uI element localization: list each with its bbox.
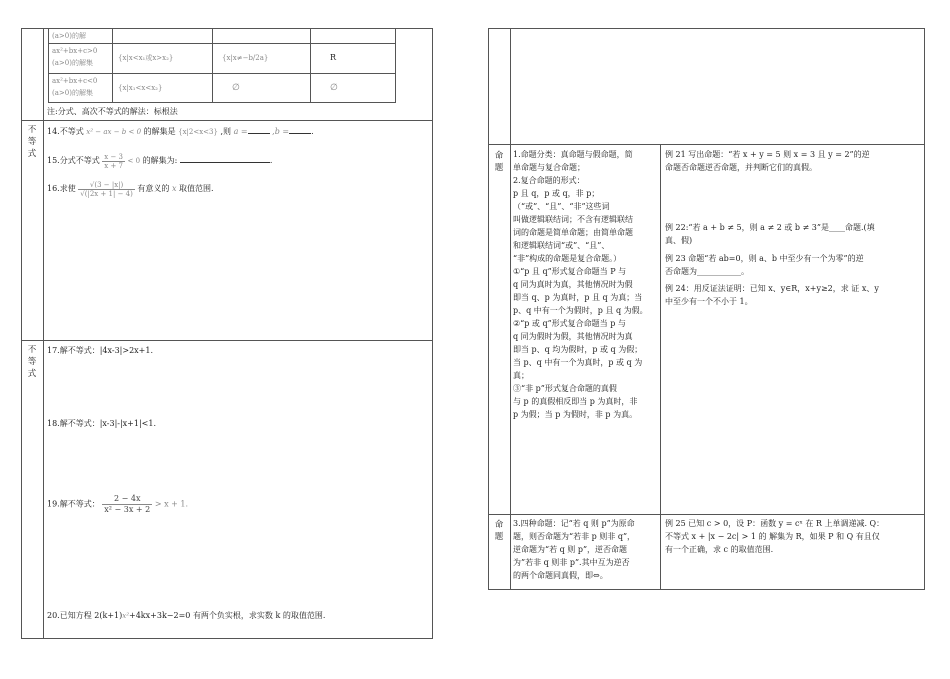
q14-b-blank: [289, 125, 311, 134]
q14-prefix: 14.不等式: [47, 127, 84, 136]
right-label-column-divider: [510, 28, 511, 590]
example-25: [665, 517, 923, 556]
inner-table-row-line-1: [48, 43, 396, 44]
question-20: [47, 610, 325, 622]
table-row2-cell1: {x|x₁<x<x₂}: [118, 84, 163, 92]
example-line: 例 25 已知 c > 0，设 P：函数 y = cˣ 在 R 上单调递减. Q：: [665, 519, 885, 528]
section-label-inequality-2: 不等式: [27, 345, 37, 379]
example-24: [665, 282, 923, 308]
example-line: 例 22:“若 a + b ≠ 5，则 a ≠ 2 或 b ≠ 3”是____命题.(填: [665, 223, 875, 232]
proposition-line: 词的命题是简单命题；由简单命题: [513, 228, 633, 237]
table-row2-label-b: (a>0)的解集: [52, 89, 93, 97]
example-line: 不等式 x + |x − 2c| > 1 的 解集为 R，如果 P 和 Q 有且仅: [665, 532, 880, 541]
proposition-line: p、q 中有一个为假时，p 且 q 为假。: [513, 306, 648, 315]
table-row1-label-b: (a>0)的解集: [52, 59, 93, 67]
q14-end: .: [311, 127, 314, 136]
proposition-line: ③“非 p”形式复合命题的真假: [513, 384, 617, 393]
q15-text: 的解集为:: [142, 156, 178, 165]
proposition-line: “非”构成的命题是复合命题。）: [513, 254, 622, 263]
table-row1-cell1: {x|x<x₁或x>x₂}: [118, 54, 174, 62]
q19-denominator: x² − 3x + 2: [104, 505, 151, 514]
proposition-line: p 为假；当 p 为假时，非 p 为真。: [513, 410, 638, 419]
inner-table-frame: [48, 28, 396, 103]
question-18: 18.解不等式：|x-3|-|x+1|<1.: [47, 419, 157, 428]
inner-table-col-line-3: [310, 28, 311, 103]
q16-denominator: √(|2x + 1| − 4): [80, 189, 133, 198]
proposition-line: 逆命题为“若 q 则 p”，逆否命题: [513, 545, 628, 554]
table-row0-label: (a>0)的解: [52, 32, 86, 40]
q20-prefix: 20.已知方程 2(k+1): [47, 611, 123, 620]
question-15: [47, 152, 272, 170]
q20-rest: +4kx+3k−2=0 有两个负实根，求实数 k 的取值范围.: [129, 611, 326, 620]
proposition-line: p 且 q，p 或 q，非 p；: [513, 189, 600, 198]
section-label-proposition-2: 命题: [494, 520, 504, 542]
proposition-line: 叫做逻辑联结词；不含有逻辑联结: [513, 215, 633, 224]
q16-text: 有意义的: [137, 184, 170, 193]
q15-numerator: x − 3: [104, 152, 123, 161]
example-line: 中至少有一个不小于 1。: [665, 297, 753, 306]
inner-table-col-line-1: [112, 28, 113, 103]
proposition-line: 与 p 的真假相反即当 p 为真时，非: [513, 397, 638, 406]
q15-relation: < 0: [127, 157, 141, 165]
example-21: [665, 148, 923, 174]
q16-numerator: √(3 − |x|): [78, 181, 135, 190]
q14-a-blank: [248, 125, 270, 134]
table-row1-cell2: {x|x≠−b/2a}: [222, 54, 269, 62]
proposition-line: 和逻辑联结词“或”、“且”、: [513, 241, 610, 250]
example-23: [665, 252, 923, 278]
q15-prefix: 15.分式不等式: [47, 156, 100, 165]
question-14: [47, 125, 314, 138]
proposition-line: 真；: [513, 371, 529, 380]
proposition-notes: [513, 148, 659, 421]
proposition-line: q 同为真时为真，其他情况时为假: [513, 280, 633, 289]
left-row-divider-1: [21, 120, 433, 121]
example-22: [665, 221, 923, 247]
inner-table-col-line-2: [212, 28, 213, 103]
q14-inequality: x² − ax − b < 0: [86, 128, 142, 136]
example-line: 例 24：用反证法证明：已知 x、y∈R，x+y≥2，求 证 x、y: [665, 284, 879, 293]
example-line: 有一个正确，求 c 的取值范围.: [665, 545, 774, 554]
q19-prefix: 19.解不等式：: [47, 499, 100, 509]
q15-end: .: [269, 156, 273, 165]
inner-table-row-line-2: [48, 73, 396, 74]
proposition-line: 即当 q、p 为真时，p 且 q 为真；当: [513, 293, 643, 302]
table-row2-label-a: ax²+bx+c<0: [52, 77, 98, 85]
example-line: 真、假): [665, 236, 693, 245]
proposition-line: ②“p 或 q”形式复合命题当 p 与: [513, 319, 626, 328]
right-content-column-divider: [660, 144, 661, 590]
proposition-line: 1.命题分类：真命题与假命题，简: [513, 150, 633, 159]
proposition-line: 2.复合命题的形式：: [513, 176, 585, 185]
table-row2-cell3: ∅: [330, 83, 338, 93]
q14-solution-set: {x|2<x<3}: [178, 128, 218, 136]
section-label-inequality-1: 不等式: [27, 125, 37, 159]
q19-rhs: > x + 1.: [154, 499, 189, 509]
table-row1-label-a: ax²+bx+c>0: [52, 47, 98, 55]
q14-then: ,则: [220, 127, 232, 136]
question-16: [47, 180, 214, 198]
q16-variable: x: [171, 184, 177, 193]
q15-denominator: x + 7: [104, 161, 123, 170]
q16-fraction: [78, 181, 135, 198]
proposition-line: 为”若非 q 则非 p”.其中互为逆否: [513, 558, 630, 567]
right-row-divider-1: [488, 144, 925, 145]
q14-a-label: a =: [233, 127, 248, 136]
q16-end: 取值范围.: [179, 184, 214, 193]
q15-answer-blank: [180, 154, 270, 163]
question-19: [47, 494, 188, 515]
example-line: 否命题为___________。: [665, 267, 749, 276]
proposition-line: （“或”、“且”、“非”这些词: [513, 202, 610, 211]
right-row-divider-2: [488, 514, 925, 515]
table-row2-cell2: ∅: [232, 83, 240, 93]
proposition-line: ①“p 且 q”形式复合命题当 P 与: [513, 267, 627, 276]
q14-text: 的解集是: [143, 127, 176, 136]
q20-x-squared: x²: [122, 612, 130, 620]
proposition-line: q 同为假时为假，其他情况时为真: [513, 332, 633, 341]
proposition-line: 即当 p、q 均为假时，p 或 q 为假；: [513, 345, 643, 354]
note-text: 注:分式、高次不等式的解法：标根法: [47, 107, 178, 116]
example-line: 例 23 命题“若 ab=0，则 a、b 中至少有一个为零”的逆: [665, 254, 864, 263]
four-propositions-notes: [513, 517, 659, 582]
question-17: 17.解不等式：|4x-3|>2x+1.: [47, 346, 154, 355]
q19-fraction: [102, 494, 152, 515]
q19-numerator: 2 − 4x: [102, 494, 152, 505]
proposition-line: 单命题与复合命题；: [513, 163, 585, 172]
example-line: 命题否命题逆否命题，并判断它们的真假。: [665, 163, 817, 172]
proposition-line: 题，则否命题为“若非 p 则非 q”，: [513, 532, 636, 541]
proposition-line: 的两个命题同真假，即⇔。: [513, 571, 608, 580]
proposition-line: 当 p、q 中有一个为真时，p 或 q 为: [513, 358, 643, 367]
q16-prefix: 16.求使: [47, 184, 76, 193]
section-label-proposition-1: 命题: [494, 151, 504, 173]
table-row1-cell3: R: [330, 53, 337, 62]
q15-fraction: [102, 153, 125, 170]
proposition-line: 3.四种命题：记“若 q 则 p”为原命: [513, 519, 635, 528]
q14-b-label: ,b =: [272, 127, 290, 136]
left-row-divider-2: [21, 340, 433, 341]
example-line: 例 21 写出命题：“若 x + y = 5 则 x = 3 且 y = 2”的逆: [665, 150, 870, 159]
